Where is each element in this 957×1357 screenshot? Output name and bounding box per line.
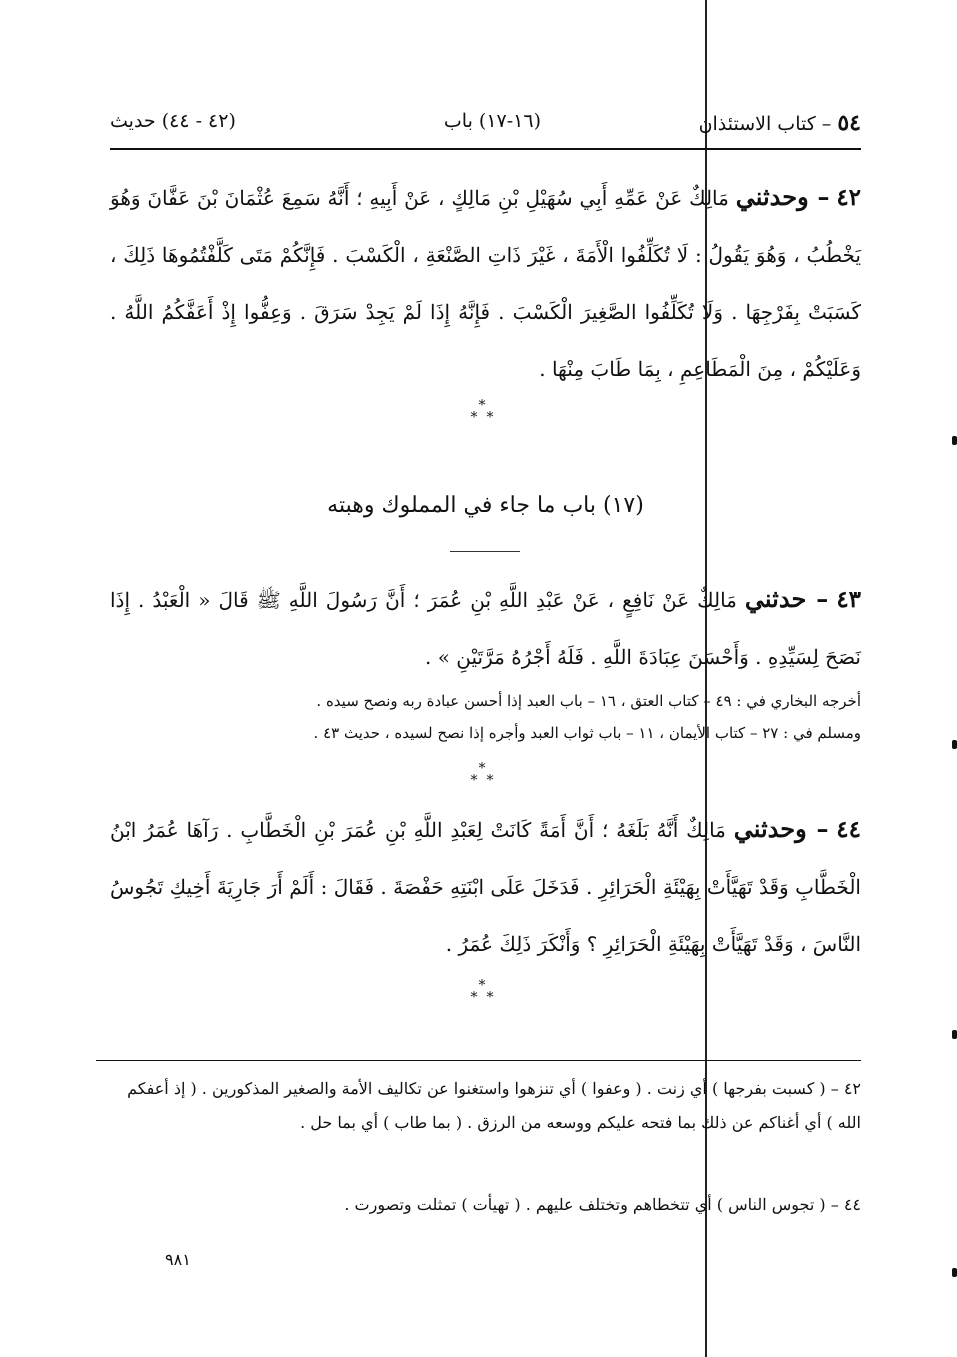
book-number: ٥٤ xyxy=(837,110,861,136)
hadith-number: ٤٤ xyxy=(836,816,862,843)
source-note: أخرجه البخاري في : ٤٩ – كتاب العتق ، ١٦ – باب العبد إذا أحسن عبادة ربه ونصح سيده . xyxy=(316,692,861,710)
edge-mark xyxy=(952,436,957,445)
header-chapter-ref: (١٦-١٧) باب xyxy=(443,110,541,132)
footnote-rule xyxy=(96,1060,861,1061)
hadith-lead: – وحدثني xyxy=(733,814,829,843)
section-separator: ⁎ ⁎ ⁎ xyxy=(470,393,494,421)
edge-mark xyxy=(952,740,957,749)
hadith-lead: – حدثني xyxy=(744,584,829,613)
header-book xyxy=(699,110,861,136)
edge-mark xyxy=(952,1030,957,1039)
running-header xyxy=(110,104,861,144)
edge-mark xyxy=(952,1268,957,1277)
hadith-42 xyxy=(110,168,861,398)
header-rule xyxy=(110,148,861,150)
source-note: ومسلم في : ٢٧ – كتاب الأيمان ، ١١ – باب ثواب العبد وأجره إذا نصح لسيده ، حديث ٤٣ . xyxy=(313,724,861,742)
hadith-text: مَالِكٌ عَنْ نَافِعٍ ، عَنْ عَبْدِ اللَّهِ بْنِ عُمَرَ ؛ أَنَّ رَسُولَ اللَّهِ ﷺ قَالَ « الْعَبْدُ . إِذَا نَصَحَ لِسَيِّدِهِ . وَأَحْسَنَ عِبَادَةَ اللَّهِ . فَلَهُ أَجْرُهُ مَرَّتَيْنِ » . xyxy=(110,588,861,669)
hadith-text: مَالِكٌ عَنْ عَمِّهِ أَبِي سُهَيْلِ بْنِ مَالِكٍ ، عَنْ أَبِيهِ ؛ أَنَّهُ سَمِعَ عُثْمَانَ بْنَ عَفَّانَ وَهُوَ يَخْطُبُ ، وَهُوَ يَقُولُ : لَا تُكَلِّفُوا الْأَمَةَ ، غَيْرَ ذَاتِ الصَّنْعَةِ ، الْكَسْبَ . فَإِنَّكُمْ مَتَى كَلَّفْتُمُوهَا ذَلِكَ ، كَسَبَتْ بِفَرْجِهَا . وَلَا تُكَلِّفُوا الصَّغِيرَ الْكَسْبَ . فَإِنَّهُ إِذَا لَمْ يَجِدْ سَرَقَ . وَعِفُّوا إِذْ أَعَفَّكُمُ اللَّهُ . وَعَلَيْكُمْ ، مِنَ الْمَطَاعِمِ ، بِمَا طَابَ مِنْهَا . xyxy=(110,186,861,381)
book-title: – كتاب الاستئذان xyxy=(698,113,832,135)
hadith-text: مَالِكٌ أَنَّهُ بَلَغَهُ ؛ أَنَّ أَمَةً كَانَتْ لِعَبْدِ اللَّهِ بْنِ عُمَرَ بْنِ الْخَطَّابِ . رَآهَا عُمَرُ ابْنُ الْخَطَّابِ وَقَدْ تَهَيَّأَتْ بِهَيْئَةِ الْحَرَائِرِ . فَدَخَلَ عَلَى ابْنَتِهِ حَفْصَةَ . فَقَالَ : أَلَمْ أَرَ جَارِيَةَ أَخِيكِ تَجُوسُ النَّاسَ ، وَقَدْ تَهَيَّأَتْ بِهَيْئَةِ الْحَرَائِرِ ؟ وَأَنْكَرَ ذَلِكَ عُمَرُ . xyxy=(110,818,861,956)
section-separator: ⁎ ⁎ ⁎ xyxy=(470,973,494,1001)
page-number: ٩٨١ xyxy=(165,1250,191,1269)
hadith-number: ٤٢ xyxy=(836,184,862,211)
hadith-number: ٤٣ xyxy=(836,586,862,613)
section-separator: ⁎ ⁎ ⁎ xyxy=(470,756,494,784)
hadith-lead: – وحدثني xyxy=(735,182,830,211)
chapter-rule xyxy=(450,551,520,552)
header-hadith-ref: (٤٢ - ٤٤) حديث xyxy=(110,110,236,132)
hadith-44 xyxy=(110,800,861,973)
hadith-43 xyxy=(110,570,861,686)
footnote-42: ٤٢ – ( كسبت بفرجها ) أي زنت . ( وعفوا ) أي تنزهوا واستغنوا عن تكاليف الأمة والصغير المذكورين . ( إذ أعفكم الله ) أي أغناكم عن ذلك بما فتحه عليكم ووسعه من الرزق . ( بما طاب ) أي بما حل . xyxy=(127,1079,861,1132)
chapter-title: (١٧) باب ما جاء في المملوك وهبته xyxy=(327,493,644,518)
footnote-44: ٤٤ – ( تجوس الناس ) أي تتخطاهم وتختلف عليهم . ( تهيأت ) تمثلت وتصورت . xyxy=(344,1195,861,1214)
